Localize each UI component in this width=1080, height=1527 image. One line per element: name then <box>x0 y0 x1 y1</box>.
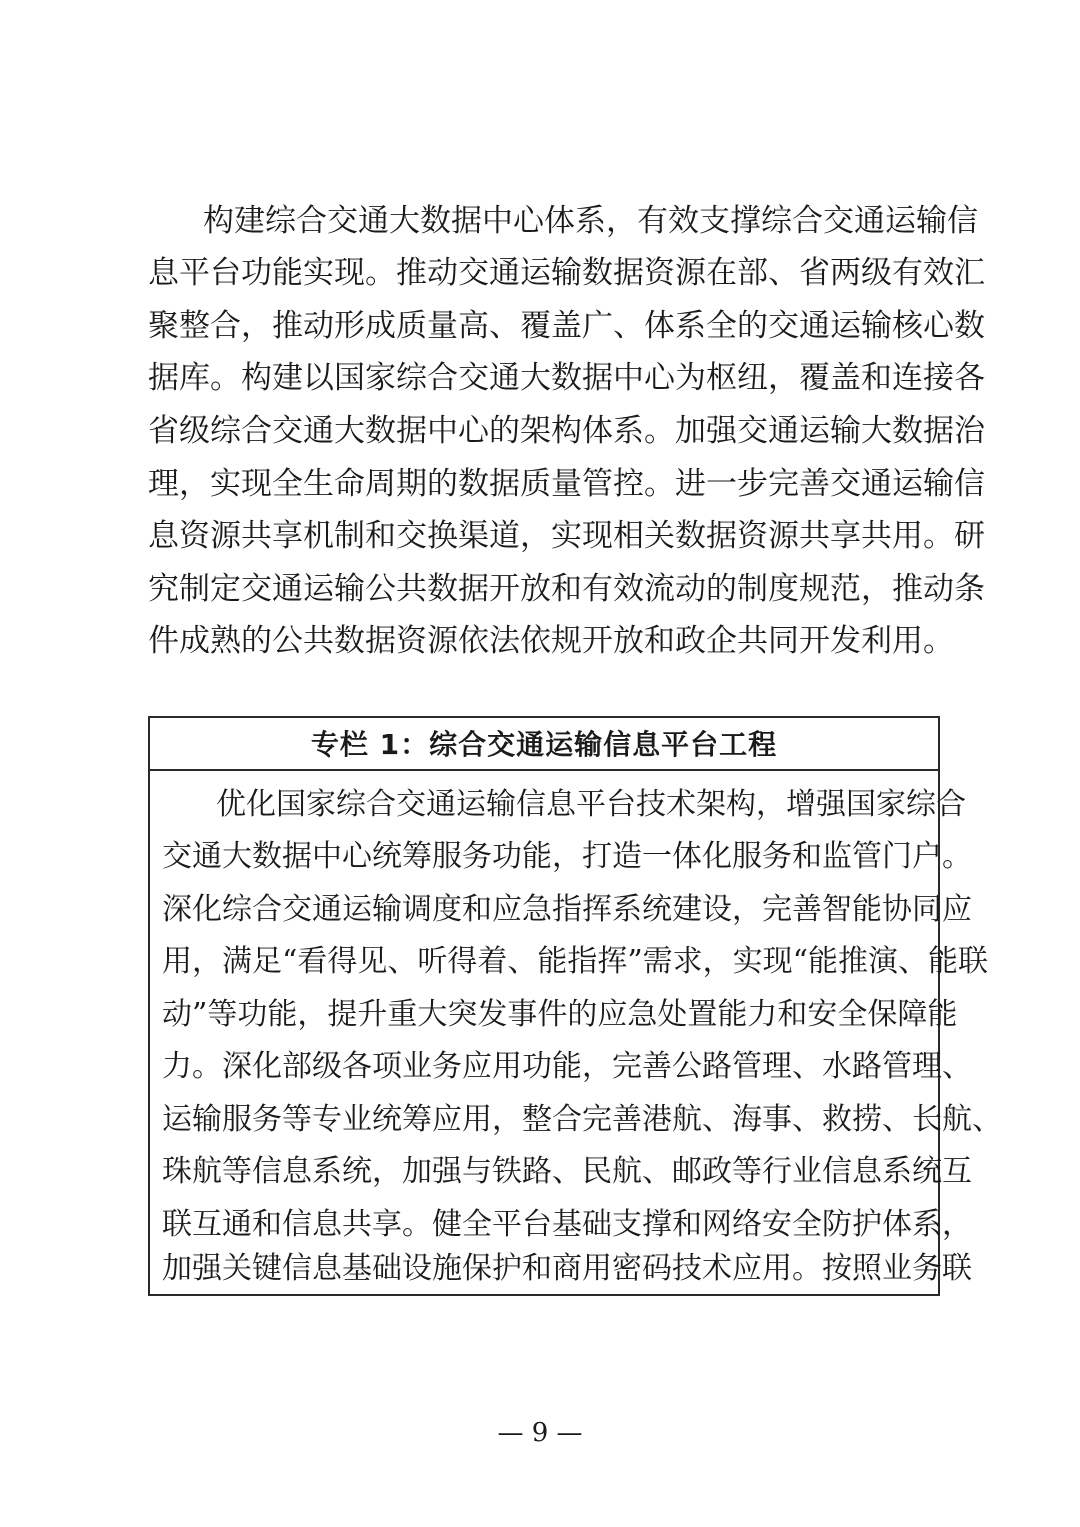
body-line: 件成熟的公共数据资源依法依规开放和政企共同开发利用。 <box>148 623 954 659</box>
feature-box-line: 力。深化部级各项业务应用功能，完善公路管理、水路管理、 <box>162 1049 972 1084</box>
feature-box-line: 联互通和信息共享。健全平台基础支撑和网络安全防护体系， <box>162 1207 972 1242</box>
feature-box-line: 珠航等信息系统，加强与铁路、民航、邮政等行业信息系统互 <box>162 1154 972 1189</box>
feature-box <box>148 716 1002 1296</box>
feature-box-line: 运输服务等专业统筹应用，整合完善港航、海事、救捞、长航、 <box>162 1102 1002 1137</box>
feature-box-line: 交通大数据中心统筹服务功能，打造一体化服务和监管门户。 <box>162 839 972 874</box>
feature-box-line: 深化综合交通运输调度和应急指挥系统建设，完善智能协同应 <box>162 892 972 927</box>
body-line: 构建综合交通大数据中心体系，有效支撑综合交通运输信 <box>203 203 978 239</box>
body-line: 据库。构建以国家综合交通大数据中心为枢纽，覆盖和连接各 <box>148 360 985 396</box>
feature-box-line: 加强关键信息基础设施保护和商用密码技术应用。按照业务联 <box>162 1251 972 1286</box>
feature-box-line: 用，满足“看得见、听得着、能指挥”需求，实现“能推演、能联 <box>162 944 989 979</box>
body-line: 息平台功能实现。推动交通运输数据资源在部、省两级有效汇 <box>148 255 985 291</box>
body-line: 息资源共享机制和交换渠道，实现相关数据资源共享共用。研 <box>148 518 985 554</box>
body-line: 究制定交通运输公共数据开放和有效流动的制度规范，推动条 <box>148 571 985 607</box>
page-number: — 9 — <box>497 1418 583 1448</box>
body-line: 聚整合，推动形成质量高、覆盖广、体系全的交通运输核心数 <box>148 308 985 344</box>
feature-box-line: 动”等功能，提升重大突发事件的应急处置能力和安全保障能 <box>162 997 958 1032</box>
body-line: 理，实现全生命周期的数据质量管控。进一步完善交通运输信 <box>148 466 985 502</box>
body-line: 省级综合交通大数据中心的架构体系。加强交通运输大数据治 <box>148 413 985 449</box>
feature-box-line: 优化国家综合交通运输信息平台技术架构，增强国家综合 <box>216 787 966 822</box>
feature-box-title: 专栏 1：综合交通运输信息平台工程 <box>150 718 938 771</box>
